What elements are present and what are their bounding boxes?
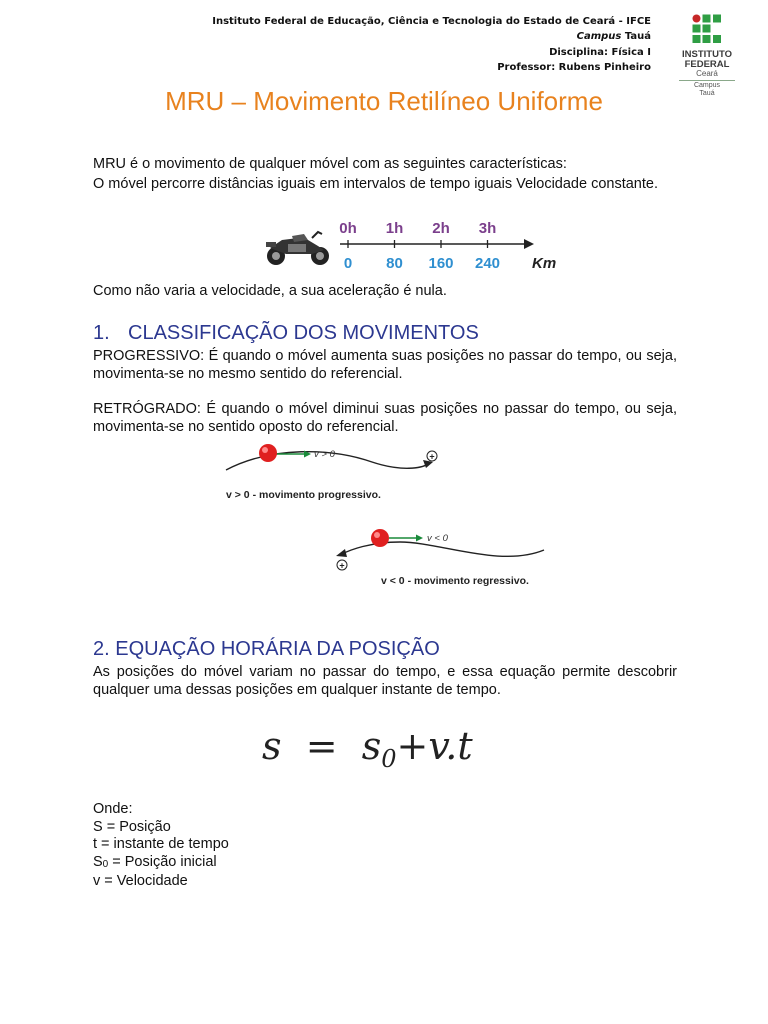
- red-ball-icon: [371, 529, 389, 547]
- variable-definitions: [93, 801, 229, 891]
- timeline-time-label: 3h: [478, 220, 497, 237]
- velocity-label: v > 0: [314, 449, 335, 460]
- timeline-distance-label: 0: [343, 255, 353, 272]
- section-2-heading: 2. EQUAÇÃO HORÁRIA DA POSIÇÃO: [93, 638, 440, 660]
- progressive-motion-diagram: [222, 438, 448, 504]
- definition-s0: $S_0$ = Posição inicial: [93, 853, 217, 870]
- retrogrado-paragraph: RETRÓGRADO: É quando o móvel diminui suas posições no passar do tempo, ou seja, movimenta-se no sentido oposto do referencial.: [93, 401, 677, 435]
- red-ball-icon: [259, 444, 277, 462]
- timeline-time-label: 0h: [339, 220, 357, 237]
- regressive-motion-diagram: [330, 524, 550, 590]
- logo-campus: Campus Tauá: [693, 82, 721, 97]
- definition-v: v = Velocidade: [93, 873, 188, 890]
- progressive-caption: v > 0 - movimento progressivo.: [226, 489, 381, 501]
- intro-paragraph-2: O móvel percorre distâncias iguais em intervalos de tempo iguais Velocidade constante.: [93, 176, 658, 192]
- definitions-title: Onde:: [93, 801, 133, 817]
- logo-divider: [679, 80, 735, 81]
- acceleration-note: Como não varia a velocidade, a sua aceleração é nula.: [93, 283, 447, 299]
- trajectory-curve: [342, 542, 544, 556]
- timeline-unit-label: Km: [532, 255, 557, 272]
- mru-timeline-figure: [262, 216, 557, 276]
- logo-wordmark: INSTITUTO FEDERAL Ceará: [682, 49, 732, 78]
- svg-text:+: +: [429, 451, 435, 462]
- regressive-caption: v < 0 - movimento regressivo.: [381, 575, 529, 587]
- definition-t: t = instante de tempo: [93, 836, 229, 853]
- progressivo-paragraph: PROGRESSIVO: É quando o móvel aumenta suas posições no passar do tempo, ou seja, movimenta-se no mesmo sentido do referencial.: [93, 348, 677, 382]
- document-header: [212, 14, 651, 75]
- timeline-distance-label: 240: [474, 255, 501, 272]
- timeline-distance-label: 160: [428, 255, 454, 272]
- motorcycle-icon: [266, 232, 329, 265]
- intro-paragraph-1: MRU é o movimento de qualquer móvel com as seguintes características:: [93, 156, 567, 172]
- timeline-time-label: 2h: [432, 220, 450, 237]
- institution-name: Instituto Federal de Educação, Ciência e Tecnologia do Estado de Ceará - IFCE: [212, 16, 651, 27]
- timeline-time-label: 1h: [385, 220, 404, 237]
- position-equation: $s = s_0+v.t$: [262, 724, 473, 773]
- campus-line: Campus Tauá: [576, 31, 651, 43]
- definition-s: S = Posição: [93, 818, 171, 835]
- professor-line: Professor: Rubens Pinheiro: [497, 61, 651, 73]
- timeline-distance-label: 80: [386, 255, 403, 272]
- page-title: MRU – Movimento Retilíneo Uniforme: [165, 86, 603, 116]
- svg-text:+: +: [339, 560, 345, 571]
- velocity-label: v < 0: [427, 533, 448, 544]
- section-1-heading: 1. CLASSIFICAÇÃO DOS MOVIMENTOS: [93, 322, 479, 344]
- section-2-paragraph: As posições do móvel variam no passar do tempo, e essa equação permite descobrir qualquer uma dessas posições em qualquer instante de tempo.: [93, 664, 677, 698]
- discipline-line: Disciplina: Física I: [549, 46, 651, 58]
- logo-grid-icon: [692, 14, 722, 44]
